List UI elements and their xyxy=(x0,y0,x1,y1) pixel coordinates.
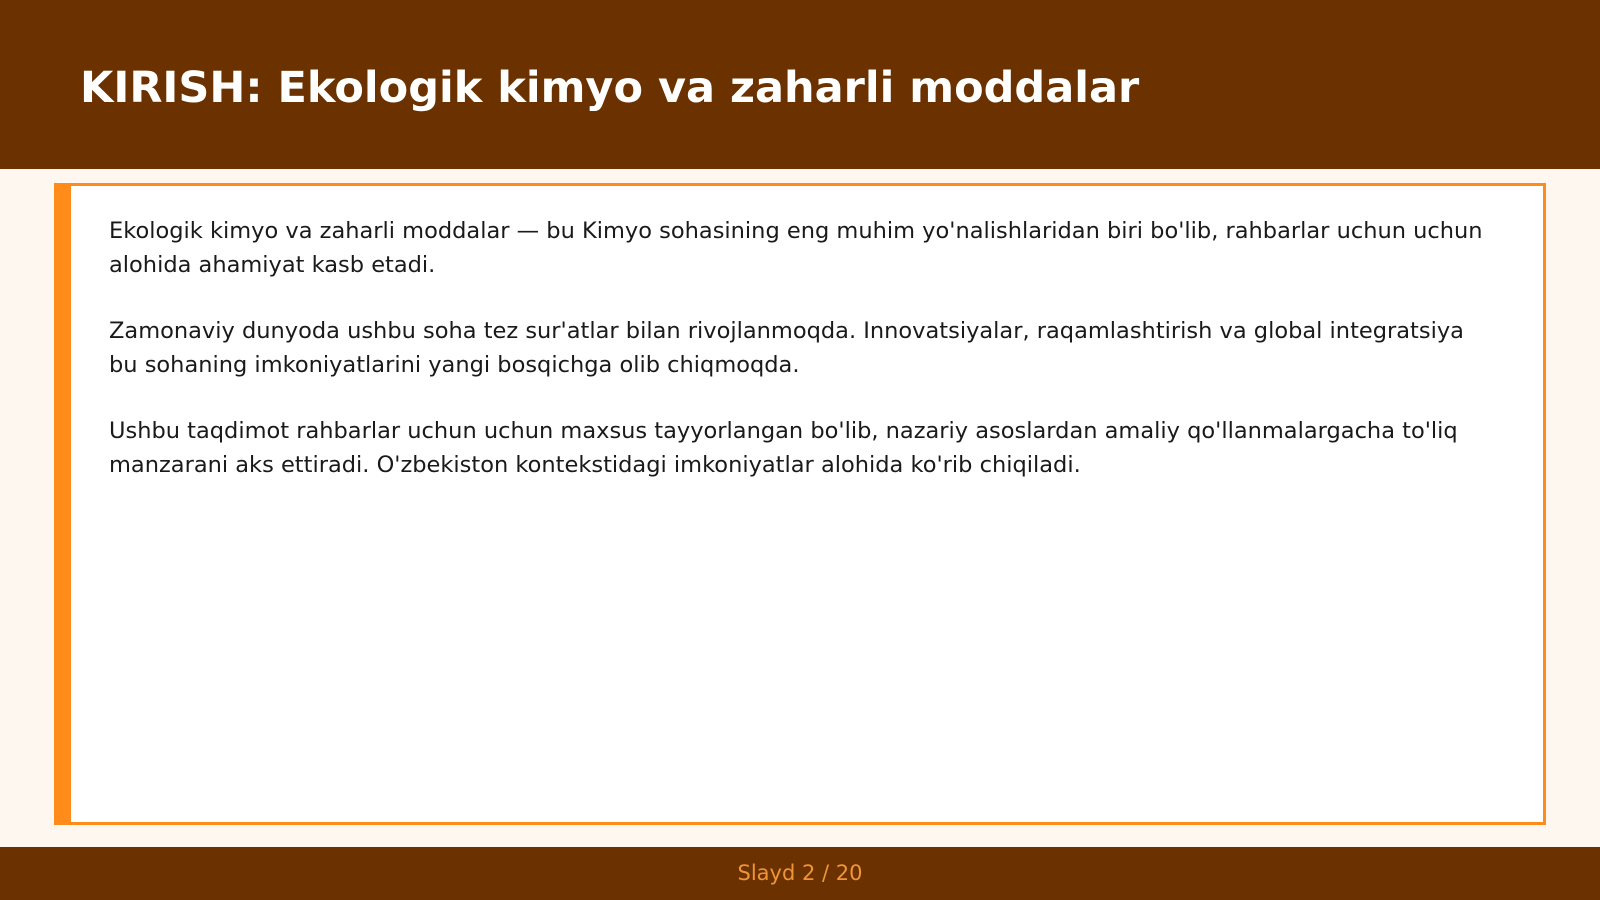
slide-title: KIRISH: Ekologik kimyo va zaharli moddalar xyxy=(80,63,1140,113)
content-body xyxy=(109,214,1489,514)
paragraph-1: Ekologik kimyo va zaharli moddalar — bu Kimyo sohasining eng muhim yo'nalishlaridan biri bo'lib, rahbarlar uchun uchun alohida ahamiyat kasb etadi. xyxy=(109,218,1483,278)
paragraph-2: Zamonaviy dunyoda ushbu soha tez sur'atlar bilan rivojlanmoqda. Innovatsiyalar, raqamlashtirish va global integratsiya bu sohaning imkoniyatlarini yangi bosqichga olib chiqmoqda. xyxy=(109,318,1464,378)
slide-header xyxy=(0,0,1600,169)
slide-footer xyxy=(0,847,1600,900)
slide-counter: Slayd 2 / 20 xyxy=(737,861,863,885)
paragraph-3: Ushbu taqdimot rahbarlar uchun uchun maxsus tayyorlangan bo'lib, nazariy asoslardan amaliy qo'llanmalargacha to'liq manzarani aks ettiradi. O'zbekiston kontekstidagi imkoniyatlar alohida ko'rib chiqiladi. xyxy=(109,418,1458,478)
content-card xyxy=(54,183,1546,825)
